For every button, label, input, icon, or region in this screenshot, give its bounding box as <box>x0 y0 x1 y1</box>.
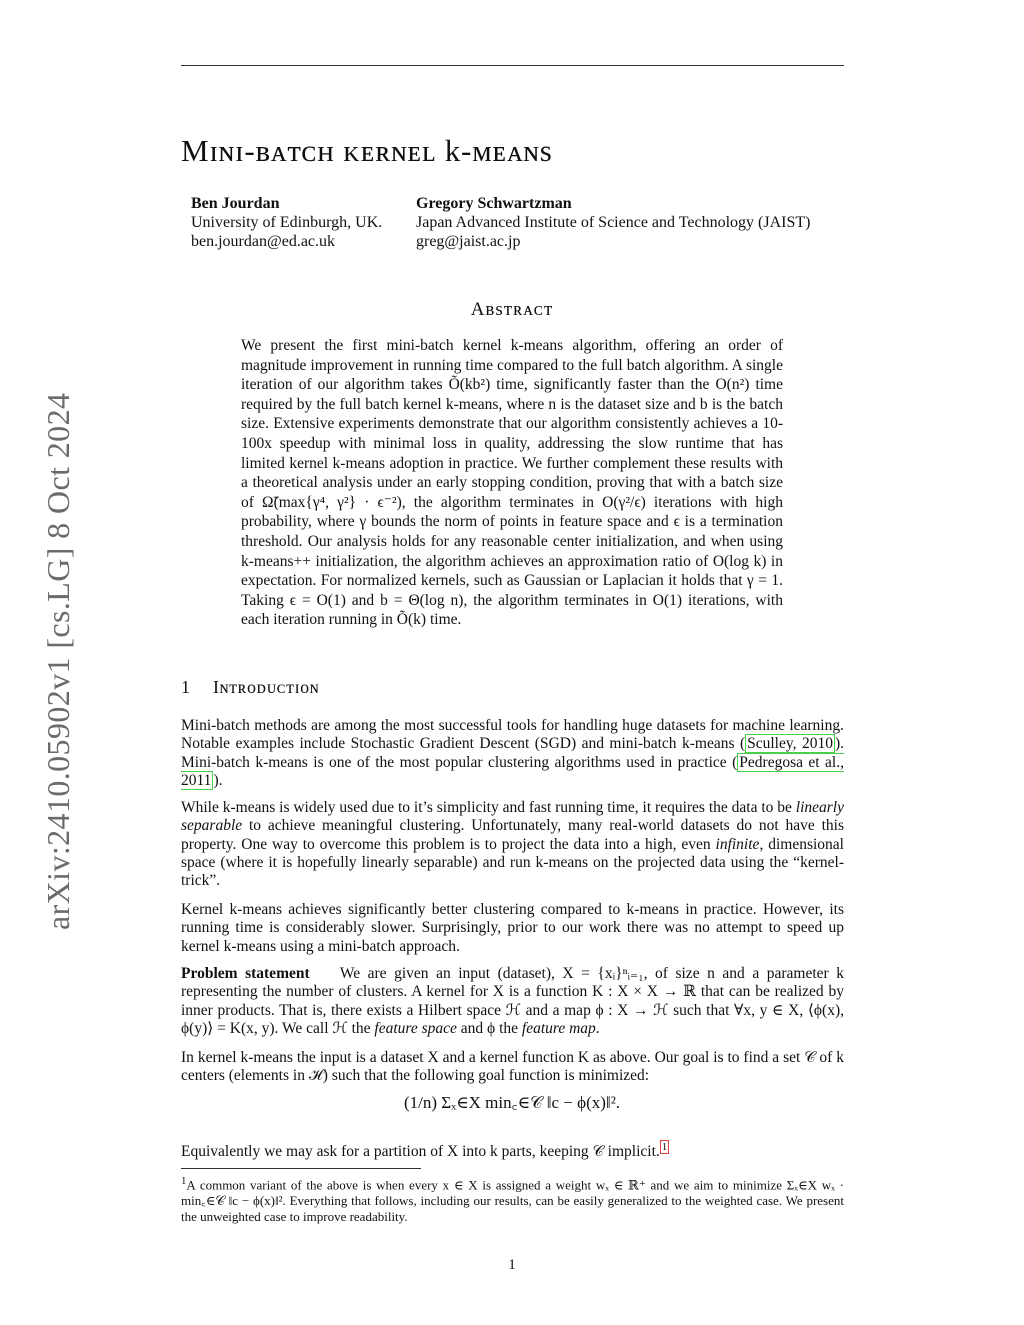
page-number: 1 <box>508 1257 516 1273</box>
section-number: 1 <box>181 677 191 697</box>
citation-link[interactable]: Sculley, 2010 <box>747 735 833 753</box>
footnote-text: A common variant of the above is when every x ∈ X is assigned a weight wₓ ∈ ℝ⁺ and we aim to minimize Σₓ∈X wₓ · min꜀∈𝒞 ‖c − ϕ(x)‖². Everything that follows, including our results, can be easily generalized to the weighted case. We present the unweighted case to improve readability. <box>181 1177 844 1225</box>
goal-equation: (1/n) Σₓ∈X min꜀∈𝒞 ‖c − ϕ(x)‖². <box>403 1093 621 1112</box>
footnote-rule <box>181 1168 421 1169</box>
author-email[interactable]: ben.jourdan@ed.ac.uk <box>191 233 336 250</box>
paragraph-goal: In kernel k-means the input is a dataset X and a kernel function K as above. Our goal is to find a set 𝒞 of k centers (elements in ℋ) such that the following goal function is minimized: <box>181 1049 844 1085</box>
author-affiliation: Japan Advanced Institute of Science and Technology (JAIST) <box>416 214 811 231</box>
section-title: Iɴᴛʀᴏᴅᴜᴄᴛɪᴏɴ <box>213 677 320 697</box>
author-name: Gregory Schwartzman <box>416 195 572 212</box>
paragraph-intro-3: Kernel k-means achieves significantly better clustering compared to k-means in practice. However, its running time is considerably slower. Surprisingly, prior to our work there was no attempt to speed up kernel k-means using a mini-batch approach. <box>181 901 844 955</box>
paragraph-problem-statement: Problem statement We are given an input (dataset), X = {xᵢ}ⁿᵢ₌₁, of size n and a parameter k representing the number of clusters. A kernel for X is a function K : X × X → ℝ that can be realized by inner products. That is, there exists a Hilbert space ℋ and a map ϕ : X → ℋ such that ∀x, y ∈ X, ⟨ϕ(x), ϕ(y)⟩ = K(x, y). We call ℋ the feature space and ϕ the feature map. <box>181 965 844 1037</box>
footnote-link[interactable]: 1 <box>661 1140 668 1153</box>
footnote <box>181 1173 844 1225</box>
citation-link[interactable]: Pedregosa et al., 2011 <box>181 753 844 789</box>
paragraph-intro-2: While k-means is widely used due to it’s simplicity and fast running time, it requires the data to be linearly separable to achieve meaningful clustering. Unfortunately, many real-world datasets do not have this property. One way to overcome this problem is to project the data into a high, even infinite, dimensional space (where it is hopefully linearly separable) and run k-means on the projected data using the “kernel-trick”. <box>181 799 844 890</box>
footnote-number: 1 <box>181 1175 187 1187</box>
paragraph-intro-1: Mini-batch methods are among the most successful tools for handling huge datasets for machine learning. Notable examples include Stochastic Gradient Descent (SGD) and mini-batch k-means ( Sculley, 2010 ). Mini-batch k-means is one of the most popular clustering algorithms used in practice ( Pedregosa et al., 2011 ). <box>181 717 844 789</box>
section-heading <box>181 677 319 698</box>
paragraph-partition: Equivalently we may ask for a partition of X into k parts, keeping 𝒞 implicit. $^1$ <box>181 1140 668 1160</box>
author-email[interactable]: greg@jaist.ac.jp <box>416 233 521 250</box>
author-affiliation: University of Edinburgh, UK. <box>191 214 383 231</box>
paper-title: Mɪɴɪ-ʙᴀᴛᴄʜ ᴋᴇʀɴᴇʟ k-ᴍᴇᴀɴѕ <box>181 133 553 168</box>
top-rule <box>181 65 844 66</box>
abstract-text: We present the first mini-batch kernel k-means algorithm, offering an order of magnitude improvement in running time compared to the full batch algorithm. A single iteration of our algorithm takes Õ(kb²) time, significantly faster than the O(n²) time required by the full batch kernel k-means, where n is the dataset size and b is the batch size. Extensive experiments demonstrate that our algorithm consistently achieves a 10-100x speedup with minimal loss in quality, addressing the slow runtime that has limited kernel k-means adoption in practice. We further complement these results with a theoretical analysis under an early stopping condition, proving that with a batch size of Ω̃(max{γ⁴, γ²} · ϵ⁻²), the algorithm terminates in O(γ²/ϵ) iterations with high probability, where γ bounds the norm of points in feature space and ϵ is a termination threshold. Our analysis holds for any reasonable center initialization, and when using k-means++ initialization, the algorithm achieves an approximation ratio of O(log k) in expectation. For normalized kernels, such as Gaussian or Laplacian it holds that γ = 1. Taking ϵ = O(1) and b = Θ(log n), the algorithm terminates in O(1) iterations, with each iteration running in Õ(k) time. <box>241 337 783 629</box>
author-block <box>416 194 810 251</box>
author-block <box>191 194 382 251</box>
abstract-heading: Aʙѕᴛʀᴀᴄᴛ <box>470 299 554 320</box>
paragraph-label: Problem statement <box>181 965 310 982</box>
arxiv-identifier[interactable]: arXiv:2410.05902v1 [cs.LG] 8 Oct 2024 <box>40 392 76 930</box>
author-name: Ben Jourdan <box>191 195 280 212</box>
